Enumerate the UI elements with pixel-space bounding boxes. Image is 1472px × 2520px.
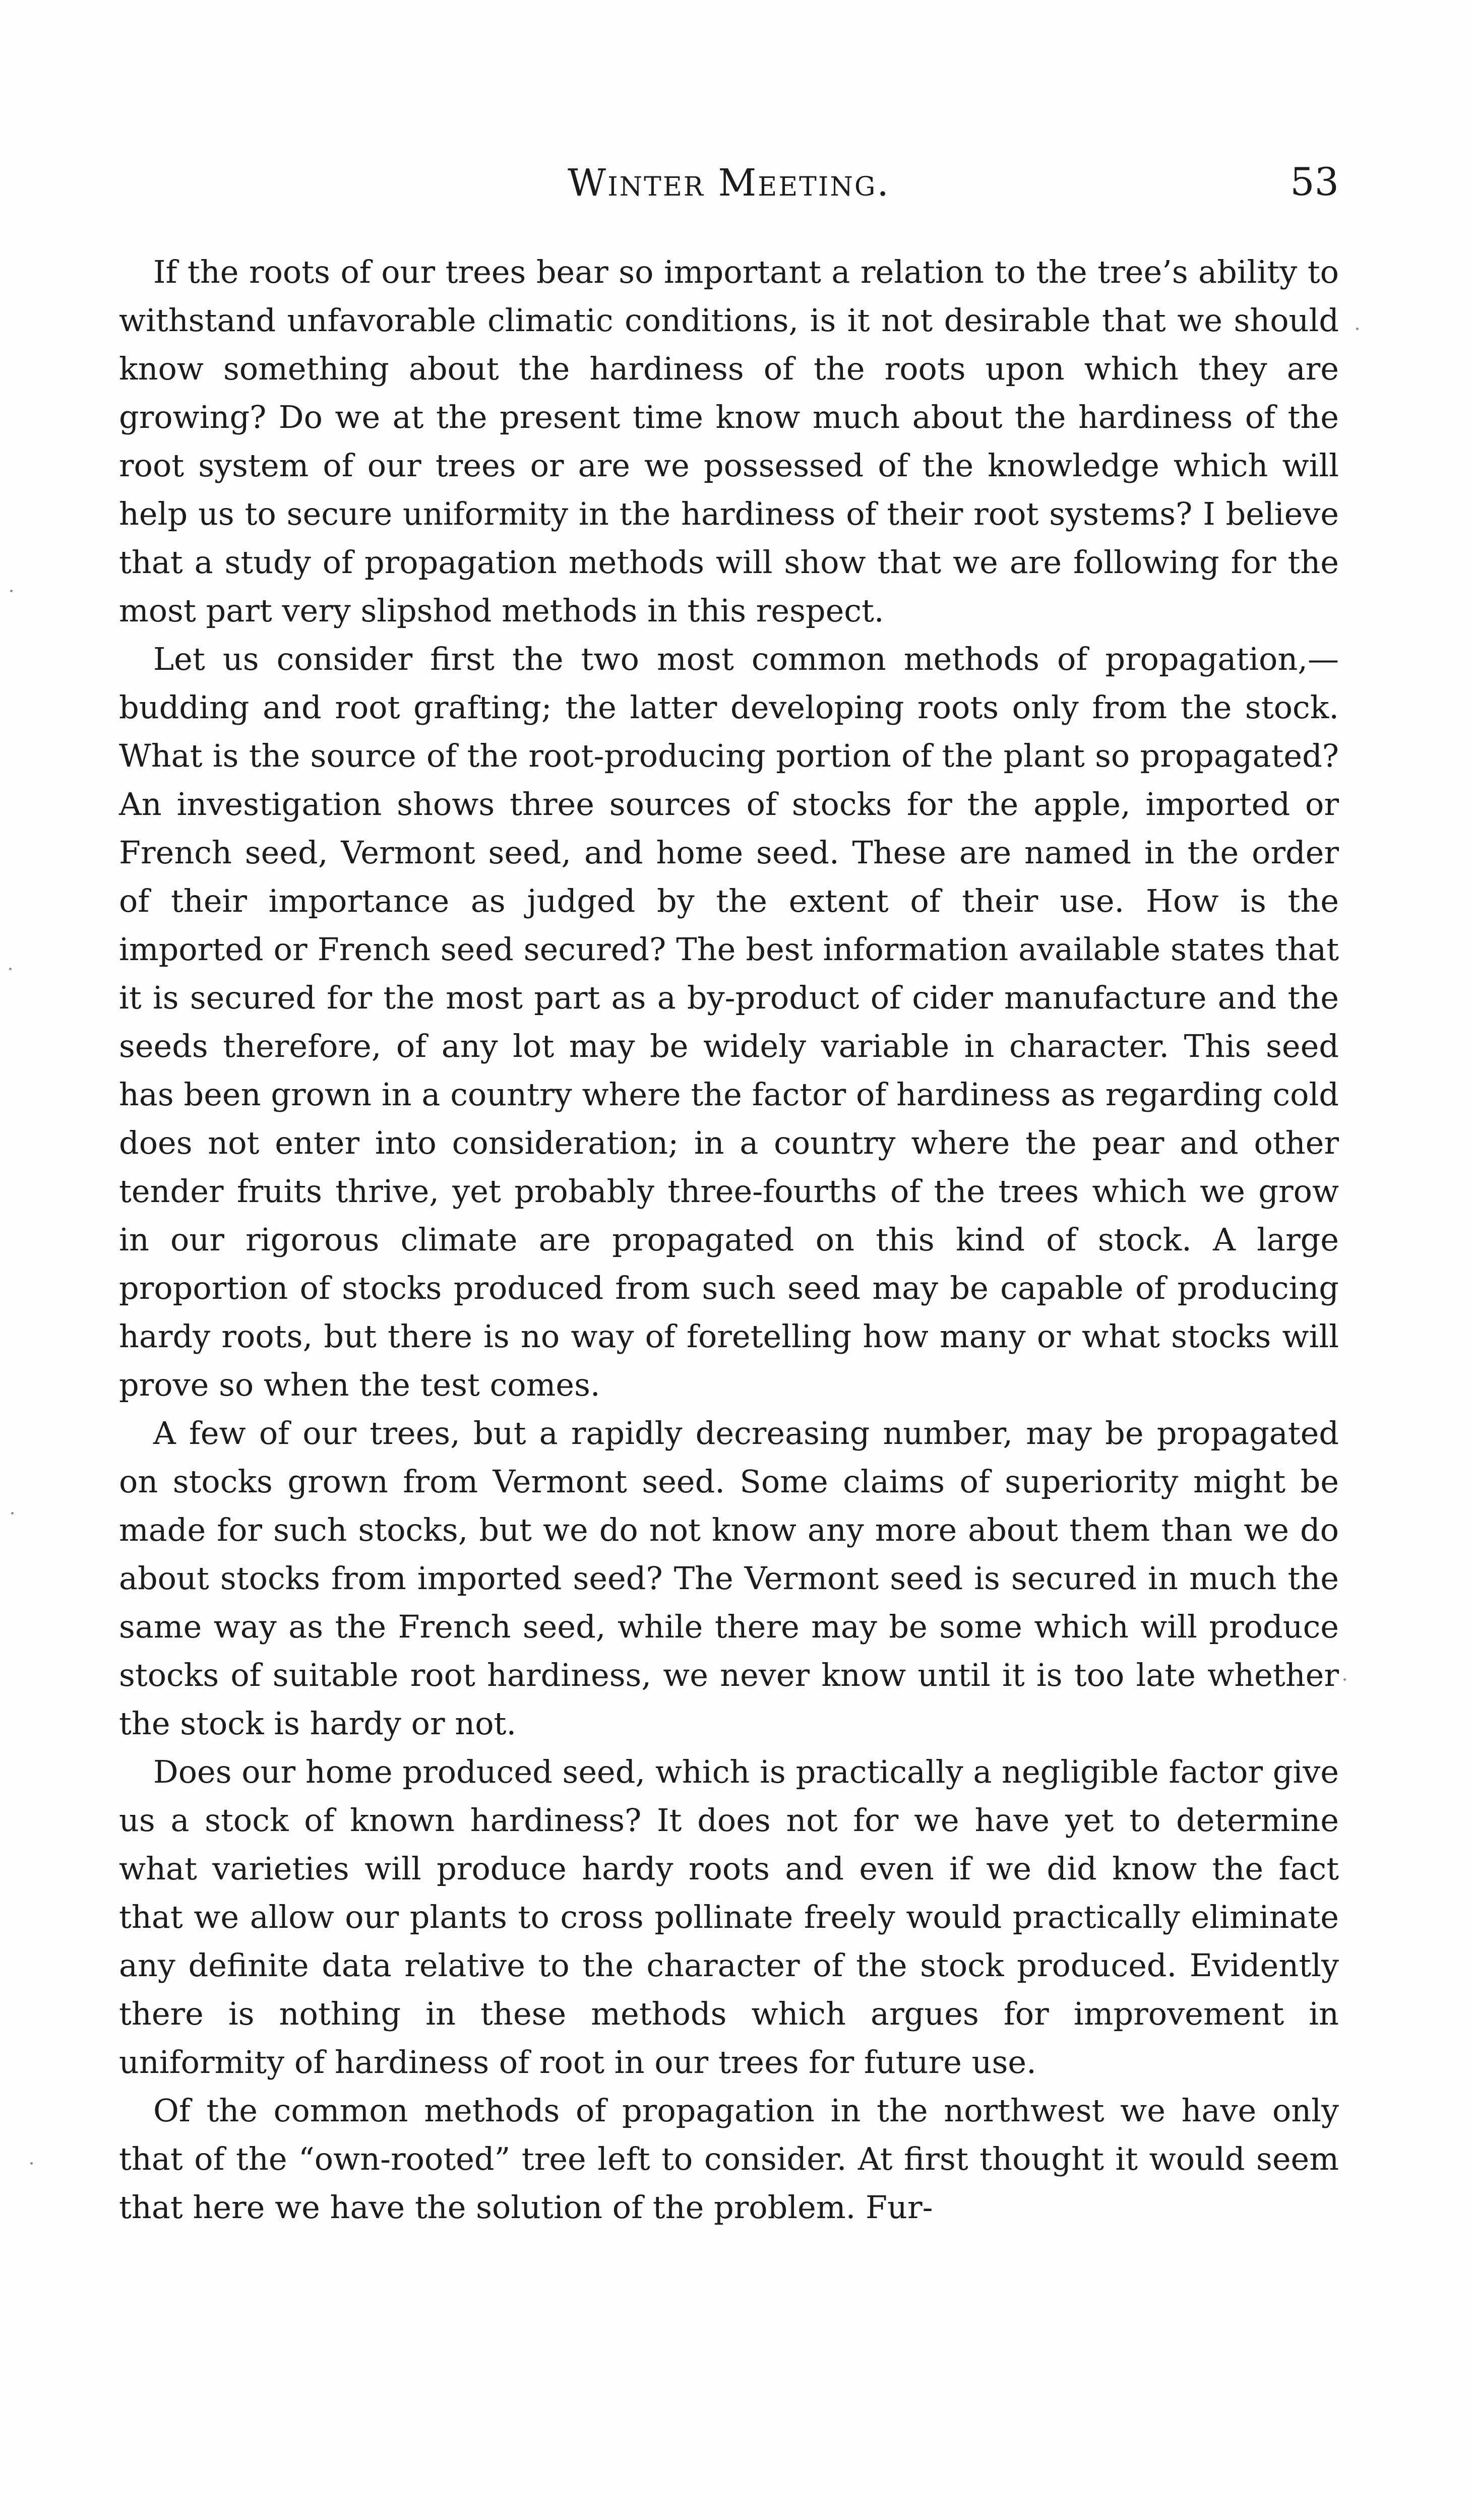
paragraph-vermont-seed: A few of our trees, but a rapidly decreasing number, may be propagated on stocks grown from Vermont seed. Some claims of superiority might be made for such stocks, but we do not know any more about them than we do about stocks from imported seed? The Vermont seed is secured in much the same way as the French seed, while there may be some which will produce stocks of suitable root hardiness, we never know until it is too late whether the stock is hardy or not. — [119, 1415, 1339, 1742]
paragraph-own-rooted-tree: Of the common methods of propagation in the northwest we have only that of the “own-rooted” tree left to consider. At first thought it would seem that here we have the solution of the problem. Fur- — [119, 2092, 1339, 2226]
scan-speck — [1343, 1678, 1346, 1681]
running-head — [119, 151, 1339, 212]
scan-speck — [11, 1512, 14, 1515]
body-text — [119, 248, 1339, 2232]
scan-speck — [1356, 328, 1359, 330]
paragraph-home-produced-seed: Does our home produced seed, which is practically a negligible factor give us a stock of known hardiness? It does not for we have yet to determine what varieties will produce hardy roots and even if we did know the fact that we allow our plants to cross pollinate freely would practically eliminate any definite data relative to the character of the stock produced. Evidently there is nothing in these methods which argues for improvement in uniformity of hardiness of root in our trees for future use. — [119, 1753, 1339, 2081]
scan-speck — [9, 968, 12, 970]
running-title: Winter Meeting. — [568, 161, 890, 205]
scan-speck — [30, 2162, 33, 2165]
scan-speck — [10, 590, 13, 592]
paragraph-root-hardiness-question: If the roots of our trees bear so important a relation to the tree’s ability to withstand unfavorable climatic conditions, is it not desirable that we should know something about the hardiness of the roots upon which they are growing? Do we at the present time know much about the hardiness of the root system of our trees or are we possessed of the knowledge which will help us to secure uniformity in the hardiness of their root systems? I believe that a study of propagation methods will show that we are following for the most part very slipshod methods in this respect. — [119, 254, 1339, 629]
page-number: 53 — [1290, 159, 1339, 204]
paragraph-budding-and-grafting: Let us consider first the two most common methods of propagation,—budding and root grafting; the latter developing roots only from the stock. What is the source of the root-producing portion of the plant so propagated? An investigation shows three sources of stocks for the apple, imported or French seed, Vermont seed, and home seed. These are named in the order of their importance as judged by the extent of their use. How is the imported or French seed secured? The best information available states that it is secured for the most part as a by-product of cider manufacture and the seeds therefore, of any lot may be widely variable in character. This seed has been grown in a country where the factor of hardiness as regarding cold does not enter into consideration; in a country where the pear and other tender fruits thrive, yet probably three-fourths of the trees which we grow in our rigorous climate are propagated on this kind of stock. A large proportion of stocks produced from such seed may be capable of producing hardy roots, but there is no way of foretelling how many or what stocks will prove so when the test comes. — [119, 641, 1339, 1403]
